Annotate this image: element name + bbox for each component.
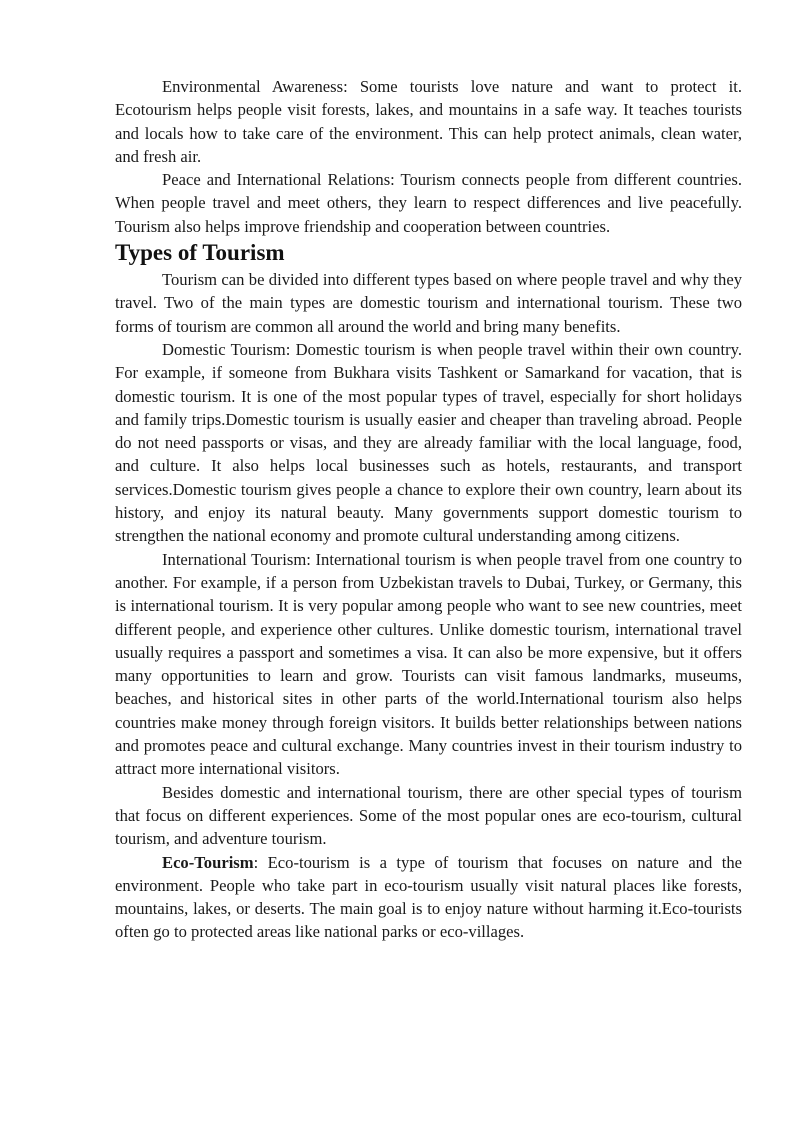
section-heading-types-of-tourism: Types of Tourism (115, 240, 285, 266)
paragraph-international-tourism: International Tourism: International tourism is when people travel from one country to another. For example, if a person from Uzbekistan travels to Dubai, Turkey, or Germany, this is international tourism. It is very popular among people who want to see new countries, meet different people, and experience other cultures. Unlike domestic tourism, international travel usually requires a passport and sometimes a visa. It can also be more expensive, but it offers many opportunities to learn and grow. Tourists can visit famous landmarks, museums, beaches, and historical sites in other parts of the world.International tourism also helps countries make money through foreign visitors. It builds better relationships between nations and promotes peace and cultural exchange. Many countries invest in their tourism industry to attract more international visitors. (115, 549, 742, 779)
document-page (115, 75, 742, 944)
eco-tourism-lead: Eco-Tourism (162, 852, 254, 872)
paragraph-other-types: Besides domestic and international tourism, there are other special types of tourism that focus on different experiences. Some of the most popular ones are eco-tourism, cultural tourism, and adventure tourism. (115, 782, 742, 849)
eco-tourism-text: : Eco-tourism is a type of tourism that focuses on nature and the environment. People who take part in eco-tourism usually visit natural places like forests, mountains, lakes, or deserts. The main goal is to enjoy nature without harming it.Eco-tourists often go to protected areas like national parks or eco-villages. (115, 852, 742, 942)
paragraph-types-intro: Tourism can be divided into different types based on where people travel and why they travel. Two of the main types are domestic tourism and international tourism. These two forms of tourism are common all around the world and bring many benefits. (115, 270, 742, 336)
paragraph-peace-international-relations: Peace and International Relations: Tourism connects people from different countries. When people travel and meet others, they learn to respect differences and live peacefully. Tourism also helps improve friendship and cooperation between countries. (115, 170, 742, 236)
paragraph-eco-tourism (115, 851, 742, 944)
paragraph-domestic-tourism: Domestic Tourism: Domestic tourism is when people travel within their own country. For example, if someone from Bukhara visits Tashkent or Samarkand for vacation, that is domestic tourism. It is one of the most popular types of travel, especially for short holidays and family trips.Domestic tourism is usually easier and cheaper than traveling abroad. People do not need passports or visas, and they are already familiar with the local language, food, and culture. It also helps local businesses such as hotels, restaurants, and transport services.Domestic tourism gives people a chance to explore their own country, learn about its history, and enjoy its natural beauty. Many governments support domestic tourism to strengthen the national economy and promote cultural understanding among citizens. (115, 339, 742, 546)
paragraph-environmental-awareness: Environmental Awareness: Some tourists love nature and want to protect it. Ecotourism helps people visit forests, lakes, and mountains in a safe way. It teaches tourists and locals how to take care of the environment. This can help protect animals, clean water, and fresh air. (115, 77, 742, 166)
